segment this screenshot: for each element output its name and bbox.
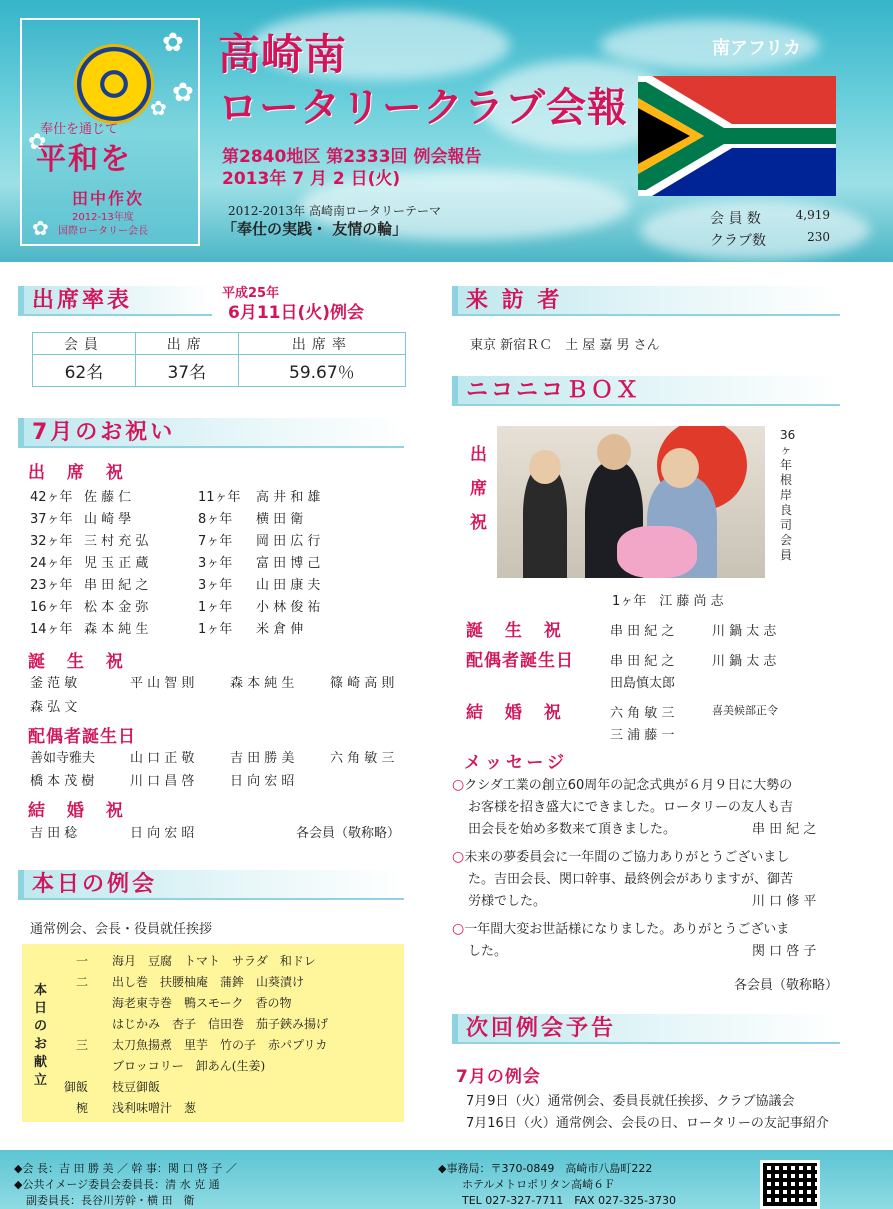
message-text: した。 — [468, 944, 508, 959]
menu-dish: はじかみ 杏子 信田巻 茄子鋏み揚げ — [112, 1017, 329, 1031]
menu-box — [22, 944, 404, 1122]
visitor-heading: 来 訪 者 — [452, 286, 840, 316]
birthday-name: 釜 范 敏 — [30, 676, 78, 691]
attendance-member-name: 米 倉 伸 — [256, 622, 304, 637]
menu-dish: 枝豆御飯 — [112, 1080, 161, 1094]
attendance-member-name: 山 崎 學 — [84, 512, 132, 527]
club-name: 高崎南 — [218, 30, 348, 79]
message-author: 川 口 修 平 — [752, 894, 817, 909]
next-meeting-heading: 次回例会予告 — [452, 1014, 840, 1044]
flower-icon: ✿ — [150, 96, 167, 120]
club-theme: 「奉仕の実践・ 友情の輪」 — [222, 220, 408, 238]
next-meeting-subheading: 7月の例会 — [456, 1067, 541, 1087]
spouse-name: 日 向 宏 昭 — [230, 774, 295, 789]
spouse-name: 六 角 敏 三 — [330, 751, 395, 766]
next-meeting-item: 7月9日（火）通常例会、委員長就任挨拶、クラブ協議会 — [466, 1094, 795, 1109]
message-text: 田会長を始め多数来て頂きました。 — [468, 822, 677, 837]
meeting-number: 第2840地区 第2333回 例会報告 — [222, 147, 482, 167]
circle-bullet-icon: ○ — [452, 849, 465, 865]
message-title: メッセージ — [464, 753, 568, 773]
footer-office-address: ◆事務局：〒370-0849 高崎市八島町222 — [438, 1162, 653, 1175]
attendance-member-name: 高 井 和 雄 — [256, 490, 321, 505]
attendance-years: 37ヶ年 — [30, 512, 73, 527]
south-africa-flag-icon — [638, 76, 836, 196]
footer-committee: ◆公共イメージ委員会委員長：清 水 克 通 — [14, 1178, 220, 1191]
attendance-years: 1ヶ年 — [198, 600, 233, 615]
club-count-value: 230 — [807, 230, 830, 244]
next-meeting-item: 7月16日（火）通常例会、会長の日、ロータリーの友記事紹介 — [466, 1116, 829, 1131]
birthday-name: 森 弘 文 — [30, 700, 78, 715]
qr-code-icon — [760, 1160, 820, 1209]
attendance-heading: 出席率表 — [18, 286, 212, 316]
spouse-birthday-title: 配偶者誕生日 — [28, 727, 136, 747]
menu-course: 二 — [76, 975, 89, 989]
attendance-years: 14ヶ年 — [30, 622, 73, 637]
message-author: 関 口 啓 子 — [752, 944, 817, 959]
nikoniko-attendance-label: 出席祝 — [470, 445, 487, 533]
ri-president-name: 田中作次 — [72, 189, 145, 208]
message-line — [452, 846, 793, 869]
footer-office-phone: TEL 027-327-7711 FAX 027-325-3730 — [462, 1194, 677, 1207]
flower-icon: ✿ — [32, 216, 49, 240]
attendance-member-name: 三 村 充 弘 — [84, 534, 149, 549]
attendance-years: 32ヶ年 — [30, 534, 73, 549]
circle-bullet-icon: ○ — [452, 777, 465, 793]
attendance-member-name: 佐 藤 仁 — [84, 490, 132, 505]
attendance-years: 3ヶ年 — [198, 556, 233, 571]
wedding-title: 結 婚 祝 — [28, 801, 131, 821]
menu-dish: 海月 豆腐 トマト サラダ 和ドレ — [112, 954, 316, 968]
menu-dish: 出し巻 扶腰柚庵 蒲鉾 山葵漬け — [112, 975, 305, 989]
nikoniko-wedding-name: 三 浦 藤 一 — [610, 728, 675, 743]
message-author: 串 田 紀 之 — [752, 822, 817, 837]
spouse-name: 善如寺雅夫 — [30, 751, 96, 766]
attendance-header-rate: 出席率 — [238, 333, 405, 355]
ri-president-title: 国際ロータリー会長 — [58, 226, 148, 237]
photo-caption: 1ヶ年 江 藤 尚 志 — [612, 594, 724, 609]
nikoniko-wedding-name: 六 角 敏 三 — [610, 706, 675, 721]
attendance-years: 7ヶ年 — [198, 534, 233, 549]
message-text: 一年間大変お世話様になりました。ありがとうございま — [464, 922, 790, 937]
message-item — [452, 846, 793, 913]
menu-course: 御飯 — [64, 1080, 89, 1094]
ri-theme-logo — [20, 18, 200, 246]
birthday-title: 誕 生 祝 — [28, 652, 131, 672]
attendance-present: 37名 — [135, 355, 238, 387]
nikoniko-spouse-name: 串 田 紀 之 — [610, 654, 675, 669]
attendance-member-name: 串 田 紀 之 — [84, 578, 149, 593]
ri-theme-big: 平和を — [36, 142, 132, 177]
attendance-member-name: 富 田 博 己 — [256, 556, 321, 571]
menu-dish: ブロッコリー 卸あん(生姜) — [112, 1059, 266, 1073]
menu-dish: 海老東寺巻 鴨スモーク 香の物 — [112, 996, 292, 1010]
attendance-years: 23ヶ年 — [30, 578, 73, 593]
message-line — [452, 774, 793, 797]
birthday-name: 森 本 純 生 — [230, 676, 295, 691]
message-item — [452, 918, 789, 963]
birthday-name: 平 山 智 則 — [130, 676, 195, 691]
attendance-member-name: 森 本 純 生 — [84, 622, 149, 637]
attendance-years: 11ヶ年 — [198, 490, 241, 505]
today-meeting-heading: 本日の例会 — [18, 870, 404, 900]
menu-label: 本日のお献立 — [34, 983, 48, 1088]
flower-icon: ✿ — [172, 78, 194, 108]
attendance-years: 1ヶ年 — [198, 622, 233, 637]
meeting-date: 2013年 7 月 2 日(火) — [222, 169, 401, 189]
menu-course: 三 — [76, 1038, 89, 1052]
nikoniko-spouse-name: 川 鍋 太 志 — [712, 654, 777, 669]
nikoniko-spouse-name: 田島慎太郎 — [610, 676, 676, 691]
message-line — [452, 941, 789, 963]
message-text: 労様でした。 — [468, 894, 547, 909]
attendance-year: 平成25年 — [222, 286, 280, 301]
attendance-member-name: 児 玉 正 蔵 — [84, 556, 149, 571]
flower-icon: ✿ — [28, 130, 47, 155]
attendance-table — [32, 332, 406, 387]
message-line — [452, 797, 793, 819]
footer-vice-chair: 副委員長：長谷川芳幹・横 田 衛 — [26, 1194, 195, 1207]
menu-dish: 太刀魚揚煮 里芋 竹の子 赤パプリカ — [112, 1038, 328, 1052]
attendance-members: 62名 — [33, 355, 136, 387]
attendance-years: 16ヶ年 — [30, 600, 73, 615]
menu-dish: 浅利味噌汁 葱 — [112, 1101, 197, 1115]
member-count-value: 4,919 — [795, 208, 830, 222]
nikoniko-wedding-title: 結 婚 祝 — [466, 703, 569, 723]
message-text: お客様を招き盛大にできました。ロータリーの友人も吉 — [468, 800, 794, 815]
message-item — [452, 774, 793, 841]
circle-bullet-icon: ○ — [452, 921, 465, 937]
ri-theme-small: 奉仕を通じて — [40, 122, 119, 137]
message-line — [452, 891, 793, 913]
menu-course: 一 — [76, 954, 89, 968]
spouse-name: 吉 田 勝 美 — [230, 751, 295, 766]
attendance-member-name: 山 田 康 夫 — [256, 578, 321, 593]
footer-officers: ◆会 長：吉 田 勝 美 ／ 幹 事：関 口 啓 子 ／ — [14, 1162, 237, 1175]
message-line — [452, 819, 793, 841]
bulletin-title: ロータリークラブ会報 — [218, 85, 628, 131]
nikoniko-heading: ニコニコＢＯＸ — [452, 376, 840, 406]
message-text: た。吉田会長、関口幹事、最終例会がありますが、御苦 — [468, 872, 794, 887]
spouse-name: 橋 本 茂 樹 — [30, 774, 95, 789]
club-theme-year: 2012-2013年 高崎南ロータリーテーマ — [228, 204, 441, 218]
nikoniko-wedding-note: 喜美候部正令 — [712, 704, 778, 717]
attendance-header-present: 出席 — [135, 333, 238, 355]
attendance-rate: 59.67％ — [238, 355, 405, 387]
photo-right-note: 36ヶ年 根岸良司会員 — [780, 428, 796, 562]
nikoniko-birthday-title: 誕 生 祝 — [466, 621, 569, 641]
message-text: 未来の夢委員会に一年間のご協力ありがとうございまし — [464, 850, 790, 865]
featured-country: 南アフリカ — [712, 38, 802, 59]
footer-office-building: ホテルメトロポリタン高崎６Ｆ — [462, 1178, 616, 1191]
attendance-member-name: 岡 田 広 行 — [256, 534, 321, 549]
celebration-heading: 7月のお祝い — [18, 418, 404, 448]
attendance-years: 42ヶ年 — [30, 490, 73, 505]
rotary-wheel-icon — [74, 44, 154, 124]
wedding-name: 吉 田 稔 — [30, 826, 78, 841]
message-line — [452, 918, 789, 941]
wedding-name: 日 向 宏 昭 — [130, 826, 195, 841]
spouse-name: 川 口 昌 啓 — [130, 774, 195, 789]
message-text: クシダ工業の創立60周年の記念式典が６月９日に大勢の — [464, 778, 793, 793]
attendance-years: 3ヶ年 — [198, 578, 233, 593]
attendance-date: 6月11日(火)例会 — [228, 303, 365, 323]
attendance-member-name: 横 田 衛 — [256, 512, 304, 527]
flower-icon: ✿ — [162, 28, 184, 58]
award-photo — [497, 426, 765, 578]
masthead — [0, 0, 893, 262]
attendance-member-name: 松 本 金 弥 — [84, 600, 149, 615]
club-count-label: クラブ数 — [710, 233, 766, 249]
attendance-years: 24ヶ年 — [30, 556, 73, 571]
nikoniko-birthday-name: 串 田 紀 之 — [610, 624, 675, 639]
menu-course: 椀 — [76, 1101, 89, 1115]
attendance-award-title: 出 席 祝 — [28, 463, 131, 483]
message-line — [452, 869, 793, 891]
attendance-years: 8ヶ年 — [198, 512, 233, 527]
wedding-note: 各会員（敬称略） — [296, 826, 401, 841]
nikoniko-birthday-name: 川 鍋 太 志 — [712, 624, 777, 639]
member-count-row — [710, 208, 830, 228]
attendance-header-members: 会員 — [33, 333, 136, 355]
spouse-name: 山 口 正 敬 — [130, 751, 195, 766]
birthday-name: 篠 崎 高 則 — [330, 676, 395, 691]
club-count-row — [710, 230, 830, 250]
visitor-text: 東京 新宿ＲＣ 土 屋 嘉 男 さん — [470, 338, 660, 353]
message-note: 各会員（敬称略） — [734, 978, 839, 993]
ri-president-year: 2012-13年度 — [72, 212, 134, 223]
today-meeting-text: 通常例会、会長・役員就任挨拶 — [30, 922, 213, 937]
nikoniko-spouse-title: 配偶者誕生日 — [466, 651, 574, 671]
member-count-label: 会 員 数 — [710, 211, 761, 227]
attendance-member-name: 小 林 俊 祐 — [256, 600, 321, 615]
